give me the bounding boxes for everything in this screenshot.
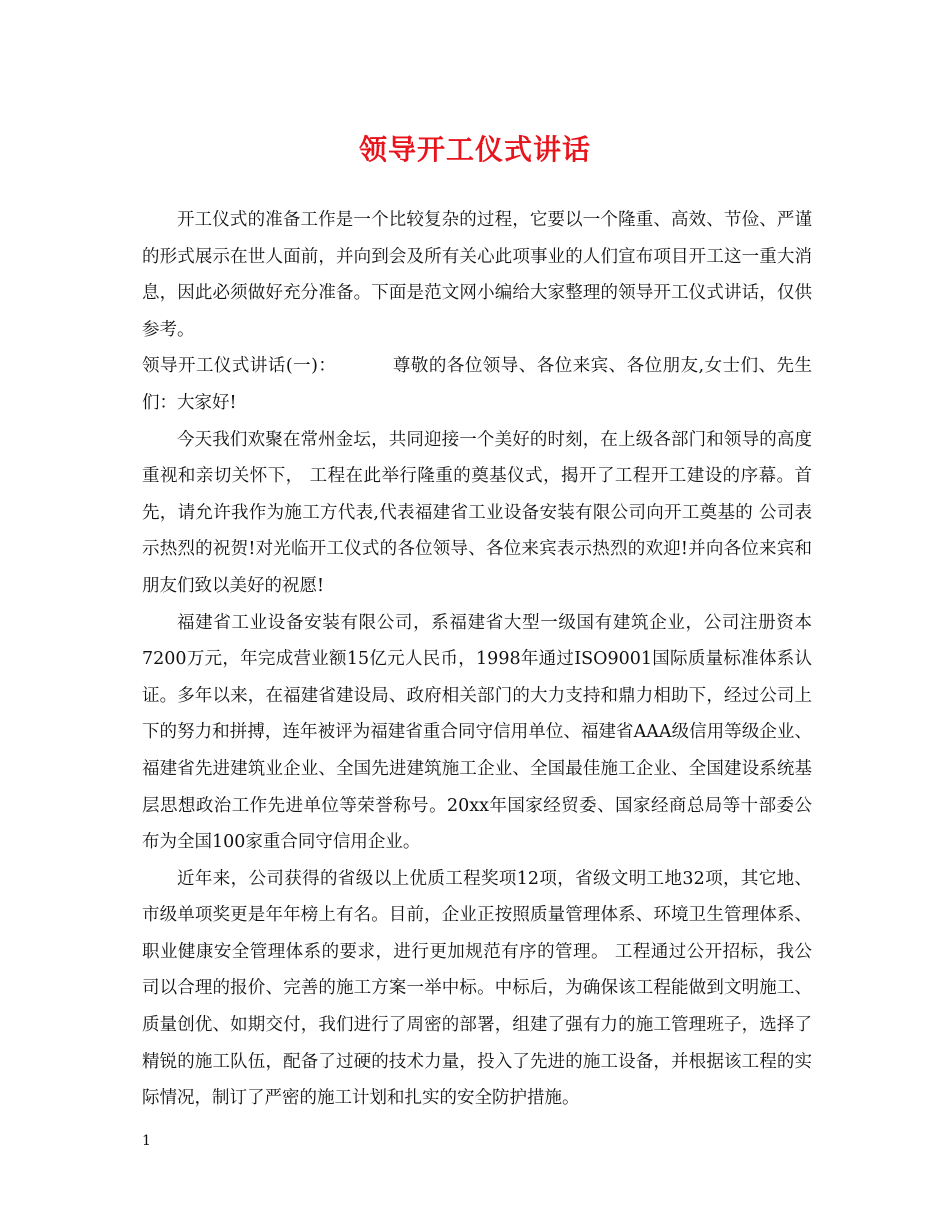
company-paragraph: 福建省工业设备安装有限公司，系福建省大型一级国有建筑企业，公司注册资本7200万元，年完成营业额15亿元人民币，1998年通过ISO9001国际质量标准体系认证。多年以来，在福建省建设局、政府相关部门的大力支持和鼎力相助下，经过公司上下的努力和拼搏，连年被评为福建省重合同守信用单位、福建省AAA级信用等级企业、福建省先进建筑业企业、全国先进建筑施工企业、全国最佳施工企业、全国建设系统基层思想政治工作先进单位等荣誉称号。20xx年国家经贸委、国家经商总局等十部委公布为全国100家重合同守信用企业。: [142, 612, 812, 853]
page-number: 1: [142, 1133, 151, 1149]
document-title: 领导开工仪式讲话: [358, 133, 591, 166]
speech-heading-line: [142, 348, 812, 421]
intro-paragraph: 开工仪式的准备工作是一个比较复杂的过程，它要以一个隆重、高效、节俭、严谨的形式展示在世人面前，并向到会及所有关心此项事业的人们宣布项目开工这一重大消息，因此必须做好充分准备。下面是范文网小编给大家整理的领导开工仪式讲话，仅供参考。: [142, 210, 812, 340]
speech-heading: 领导开工仪式讲话(一)：: [142, 356, 337, 377]
achievements-paragraph: 近年来，公司获得的省级以上优质工程奖项12项，省级文明工地32项，其它地、市级单项奖更是年年榜上有名。目前，企业正按照质量管理体系、环境卫生管理体系、职业健康安全管理体系的要求，进行更加规范有序的管理。 工程通过公开招标，我公司以合理的报价、完善的施工方案一举中标。中标后，为确保该工程能做到文明施工、质量创优、如期交付，我们进行了周密的部署，组建了强有力的施工管理班子，选择了精锐的施工队伍，配备了过硬的技术力量，投入了先进的施工设备，并根据该工程的实际情况，制订了严密的施工计划和扎实的安全防护措施。: [142, 868, 812, 1109]
document-body: [142, 202, 812, 1117]
welcome-paragraph: 今天我们欢聚在常州金坛，共同迎接一个美好的时刻，在上级各部门和领导的高度重视和亲切关怀下， 工程在此举行隆重的奠基仪式，揭开了工程开工建设的序幕。首先，请允许我作为施工方代表,代表福建省工业设备安装有限公司向开工奠基的 公司表示热烈的祝贺!对光临开工仪式的各位领导、各位来宾表示热烈的欢迎!并向各位来宾和朋友们致以美好的祝愿!: [142, 429, 812, 596]
speech-greeting: 尊敬的各位领导、各位来宾、各位朋友,女士们、先生们：大家好!: [142, 356, 813, 413]
